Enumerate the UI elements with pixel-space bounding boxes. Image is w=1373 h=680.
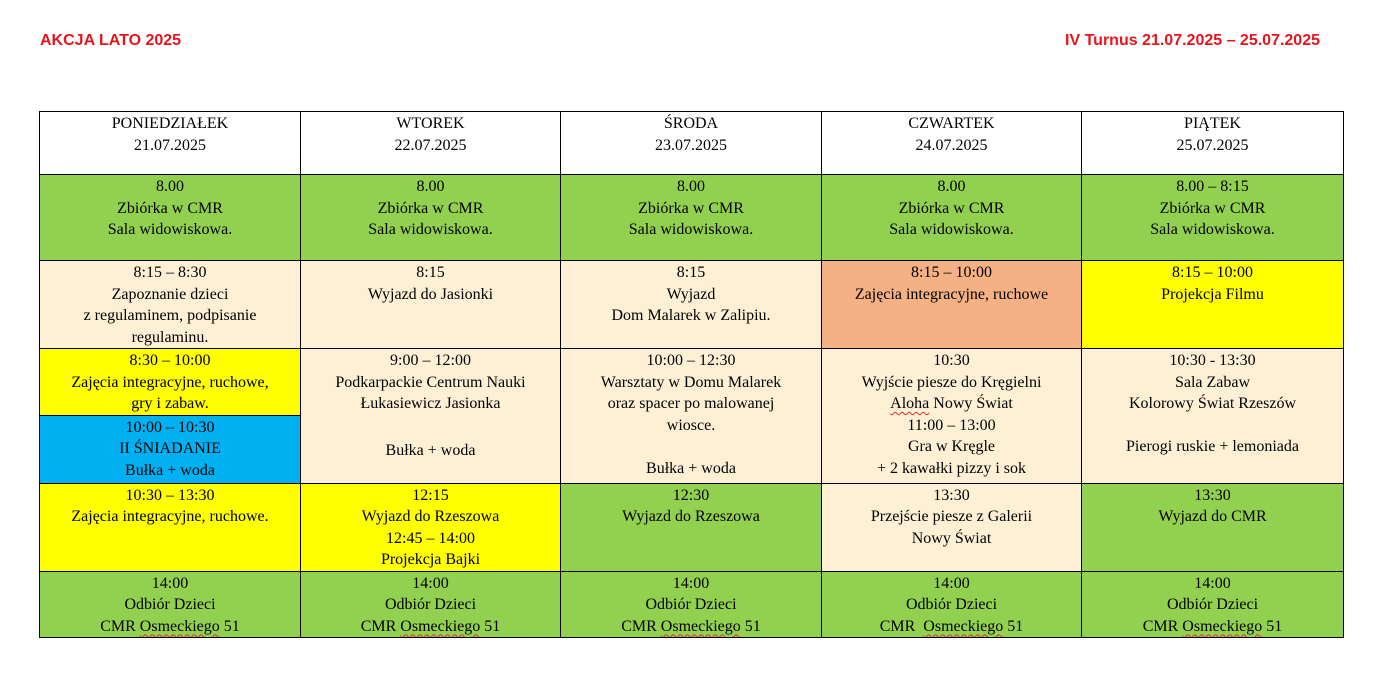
activity-time: 8:15 – 8:30: [133, 264, 207, 281]
activity-time: 8.00: [416, 178, 445, 195]
day-name: ŚRODA: [663, 115, 719, 132]
blank-line: [563, 436, 819, 458]
day-name: WTOREK: [396, 115, 465, 132]
spell-flagged-word: Osmeckiego: [1182, 617, 1263, 635]
activity-text: Zbiórka w CMR: [117, 199, 223, 217]
activity-cell: [561, 571, 822, 638]
activity-time: 8.00: [677, 178, 705, 195]
activity-time: 12:15: [412, 486, 449, 504]
activity-time: 10:30 - 13:30: [1169, 352, 1256, 369]
activity-text: Odbiór Dzieci: [905, 596, 998, 613]
activity-text: Sala widowiskowa.: [1150, 221, 1275, 238]
activity-text: Pierogi ruskie + lemoniada: [1126, 438, 1299, 455]
address-part: CMR: [100, 617, 140, 635]
gathering-row: [40, 175, 1344, 261]
activity-text: Sala Zabaw: [1174, 373, 1251, 391]
activity-time: 8:15: [416, 264, 445, 281]
activity-cell: [822, 261, 1082, 349]
program-title: AKCJA LATO 2025: [40, 32, 182, 49]
activity-time: 14:00: [933, 574, 970, 592]
activity-text: Odbiór Dzieci: [124, 596, 216, 613]
activity-cell: [561, 483, 822, 571]
activity-cell: [40, 349, 301, 416]
midday-row-top: [40, 349, 1344, 416]
activity-text: Podkarpackie Centrum Nauki: [335, 373, 526, 391]
activity-text-part: Nowy Świat: [929, 395, 1013, 412]
activity-time: 13:30: [1194, 486, 1231, 504]
day-date: 23.07.2025: [655, 136, 727, 154]
activity-time: 10:30 – 13:30: [125, 486, 215, 504]
activity-cell: [822, 483, 1082, 571]
activity-text: Bułka + woda: [646, 459, 736, 477]
day-header-thursday: [822, 112, 1082, 175]
activity-text: Wyjazd do Rzeszowa: [622, 508, 760, 525]
pickup-row: [40, 571, 1344, 638]
activity-time: 12:30: [672, 486, 710, 504]
address-part: 51: [740, 617, 761, 635]
activity-cell: [40, 483, 301, 571]
day-date: 22.07.2025: [394, 136, 467, 154]
pickup-address: [303, 616, 558, 638]
activity-cell: [40, 175, 301, 261]
day-header-row: [40, 112, 1344, 175]
spell-flagged-word: Osmeckiego: [139, 617, 220, 635]
schedule-table: [39, 111, 1344, 638]
activity-cell: [301, 483, 561, 571]
activity-text: Łukasiewicz Jasionka: [360, 395, 501, 412]
activity-time: 8.00: [937, 178, 966, 195]
activity-text: Zajęcia integracyjne, ruchowe: [854, 285, 1049, 303]
activity-text: Projekcja Bajki: [380, 551, 481, 568]
activity-text: Gra w Kręgle: [907, 438, 996, 455]
activity-cell: [1082, 175, 1344, 261]
activity-text: Dom Malarek w Zalipiu.: [611, 307, 771, 324]
activity-time: 9:00 – 12:00: [390, 352, 471, 369]
activity-cell: [1082, 261, 1344, 349]
activity-time: 8.00 – 8:15: [1176, 178, 1249, 195]
activity-time: 14:00: [151, 574, 189, 592]
activity-text: Bułka + woda: [385, 442, 476, 459]
activity-time: 14:00: [412, 574, 449, 592]
activity-text: Odbiór Dzieci: [1166, 596, 1259, 613]
blank-line: [303, 415, 558, 437]
spell-flagged-word: Aloha: [890, 395, 930, 412]
day-name: PONIEDZIAŁEK: [111, 115, 229, 132]
activity-time: 12:45 – 14:00: [386, 529, 475, 547]
activity-time: 10:00 – 10:30: [125, 418, 215, 436]
address-part: CMR: [621, 617, 661, 635]
activity-text: wiosce.: [666, 416, 716, 434]
activity-text: Wyjazd do Jasionki: [367, 285, 494, 303]
activity-time: 8:15: [676, 264, 706, 281]
day-header-monday: [40, 112, 301, 175]
activity-text: Przejście piesze z Galerii: [870, 508, 1033, 525]
activity-cell: [1082, 571, 1344, 638]
activity-time: 14:00: [672, 574, 710, 592]
activity-text: Warsztaty w Domu Malarek: [600, 373, 782, 391]
activity-text: II ŚNIADANIE: [119, 440, 221, 457]
activity-time: 8:30 – 10:00: [129, 352, 211, 369]
day-date: 21.07.2025: [134, 136, 206, 154]
activity-text: Zbiórka w CMR: [377, 199, 484, 217]
activity-text: Projekcja Filmu: [1161, 285, 1264, 303]
address-part: CMR: [360, 617, 401, 635]
activity-time: 10:30: [933, 352, 970, 369]
activity-cell: [301, 571, 561, 638]
morning-row: [40, 261, 1344, 349]
pickup-address: [1084, 616, 1341, 638]
pickup-address: [42, 616, 298, 638]
activity-text: Wyjście piesze do Kręgielni: [861, 373, 1042, 391]
activity-time: 13:30: [933, 486, 970, 504]
activity-text: + 2 kawałki pizzy i sok: [877, 459, 1026, 477]
day-date: 24.07.2025: [915, 136, 988, 154]
activity-text: regulaminu.: [131, 328, 209, 346]
activity-text: Zbiórka w CMR: [638, 199, 744, 217]
activity-text: Sala widowiskowa.: [368, 221, 493, 238]
activity-text: Wyjazd: [666, 285, 716, 303]
address-part: 51: [1262, 617, 1283, 635]
activity-cell: [1082, 349, 1344, 484]
activity-cell: [822, 175, 1082, 261]
day-header-wednesday: [561, 112, 822, 175]
activity-cell: [561, 175, 822, 261]
address-part: CMR: [879, 617, 924, 635]
activity-text: Zapoznanie dzieci: [111, 285, 229, 303]
address-part: 51: [1003, 617, 1024, 635]
activity-cell: [561, 349, 822, 484]
day-header-friday: [1082, 112, 1344, 175]
activity-text: Zbiórka w CMR: [898, 199, 1005, 217]
activity-cell: [40, 261, 301, 349]
blank-line: [1084, 415, 1341, 437]
activity-cell: [301, 349, 561, 484]
spell-flagged-word: Osmeckiego: [923, 617, 1004, 635]
address-part: 51: [480, 617, 501, 635]
activity-text: oraz spacer po malowanej: [607, 395, 775, 412]
activity-time: 8:15 – 10:00: [911, 264, 992, 281]
activity-cell: [822, 571, 1082, 638]
activity-text: Odbiór Dzieci: [384, 596, 477, 613]
activity-text: Sala widowiskowa.: [628, 221, 754, 238]
address-part: 51: [219, 617, 240, 635]
pickup-address: [563, 616, 819, 638]
activity-text: Zbiórka w CMR: [1159, 199, 1266, 217]
activity-time: 11:00 – 13:00: [907, 416, 996, 434]
activity-time: 8:15 – 10:00: [1172, 264, 1253, 281]
turnus-dates: IV Turnus 21.07.2025 – 25.07.2025: [1065, 32, 1320, 49]
activity-text: Sala widowiskowa.: [889, 221, 1014, 238]
activity-cell: [561, 261, 822, 349]
activity-cell: [301, 175, 561, 261]
activity-text: [824, 393, 1079, 415]
activity-text: Kolorowy Świat Rzeszów: [1128, 395, 1297, 412]
spell-flagged-word: Osmeckiego: [400, 617, 481, 635]
activity-text: Wyjazd do Rzeszowa: [361, 508, 500, 525]
activity-text: z regulaminem, podpisanie: [83, 307, 257, 324]
activity-text: Zajęcia integracyjne, ruchowe,: [71, 373, 269, 391]
pickup-address: [824, 616, 1079, 638]
day-name: PIĄTEK: [1184, 115, 1241, 132]
afternoon-row: [40, 483, 1344, 571]
activity-cell: [301, 261, 561, 349]
activity-text: gry i zabaw.: [131, 395, 209, 412]
activity-text: Nowy Świat: [911, 529, 992, 547]
day-header-tuesday: [301, 112, 561, 175]
activity-time: 8.00: [156, 178, 184, 195]
activity-cell: [40, 571, 301, 638]
activity-cell: [822, 349, 1082, 484]
activity-time: 10:00 – 12:30: [646, 352, 736, 369]
activity-text: Sala widowiskowa.: [107, 221, 233, 238]
day-name: CZWARTEK: [908, 115, 995, 132]
activity-cell: [1082, 483, 1344, 571]
activity-cell: [40, 415, 301, 483]
activity-text: Bułka + woda: [125, 461, 215, 479]
address-part: CMR: [1142, 617, 1183, 635]
activity-time: 14:00: [1194, 574, 1231, 592]
spell-flagged-word: Osmeckiego: [660, 617, 741, 635]
activity-text: Zajęcia integracyjne, ruchowe.: [71, 508, 269, 525]
activity-text: Wyjazd do CMR: [1158, 508, 1267, 525]
activity-text: Odbiór Dzieci: [645, 596, 737, 613]
day-date: 25.07.2025: [1176, 136, 1249, 154]
